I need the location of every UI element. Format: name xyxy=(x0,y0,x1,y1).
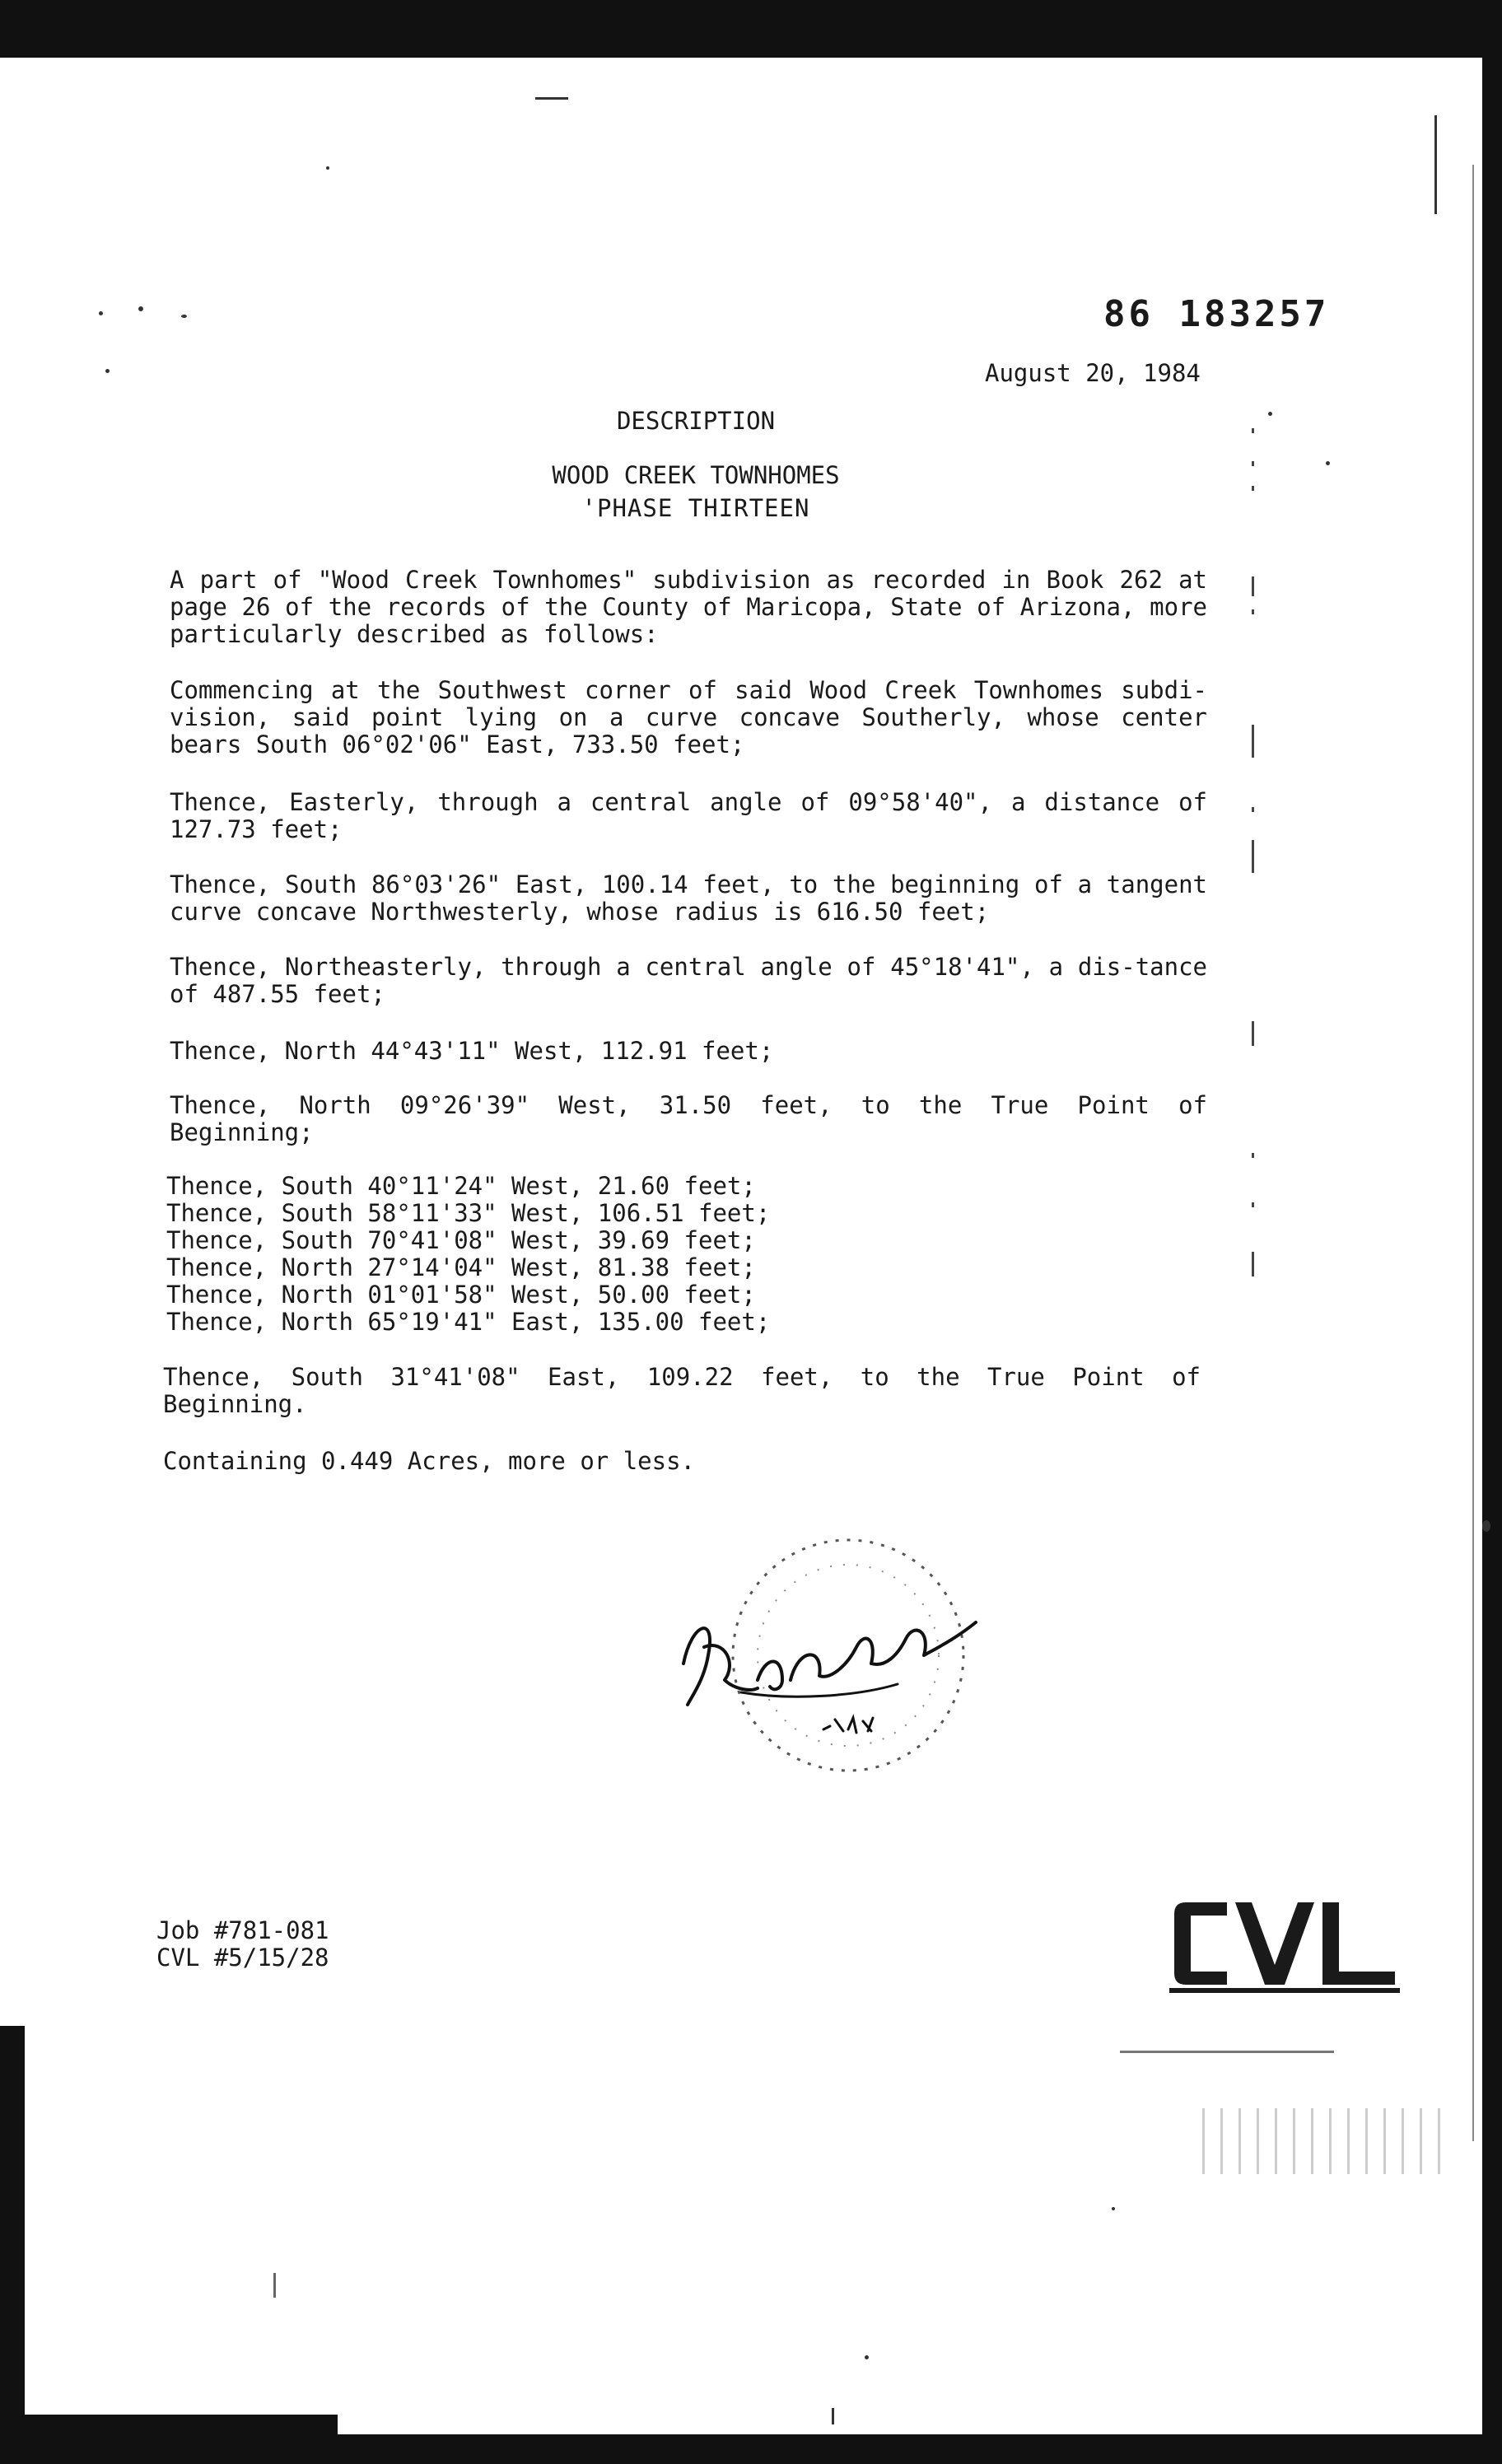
scan-speck xyxy=(832,2408,834,2424)
cvl-logo xyxy=(1169,1894,1400,1993)
commencing-paragraph: Commencing at the Southwest corner of said Wood Creek Townhomes subdi-vision, said point lying on a curve concave Southerly, whose center bears South 06°02'06" East, 733.50 feet; xyxy=(170,676,1207,758)
cvl-number: CVL #5/15/28 xyxy=(156,1944,329,1972)
scan-edge-top-inner xyxy=(0,58,1482,82)
bearing-line: Thence, North 27°14'04" West, 81.38 feet; xyxy=(166,1253,756,1281)
scan-speck xyxy=(1202,2108,1449,2174)
bearing-list xyxy=(166,1173,770,1336)
easterly-paragraph: Thence, Easterly, through a central angle of 09°58'40", a distance of 127.73 feet; xyxy=(170,788,1207,843)
scan-speck xyxy=(273,2273,276,2298)
intro-paragraph: A part of "Wood Creek Townhomes" subdivision as recorded in Book 262 at page 26 of the records of the County of Maricopa, State of Arizona, more particularly described as follows: xyxy=(170,566,1207,648)
south-31-paragraph: Thence, South 31°41'08" East, 109.22 feet, to the True Point of Beginning. xyxy=(163,1363,1201,1418)
scan-edge-bottom-left xyxy=(0,2415,338,2464)
surveyor-seal-signature xyxy=(659,1524,1005,1795)
scan-speck xyxy=(99,311,103,315)
scan-speck xyxy=(1120,2051,1334,2053)
scan-speck xyxy=(1434,115,1437,214)
scan-edge-right xyxy=(1482,0,1502,2464)
subdivision-title: WOOD CREEK TOWNHOMES xyxy=(552,461,840,489)
recording-number: 86 183257 xyxy=(1103,293,1330,335)
bearing-line: Thence, South 70°41'08" West, 39.69 feet; xyxy=(166,1226,756,1254)
document-date: August 20, 1984 xyxy=(985,359,1201,387)
south-86-paragraph: Thence, South 86°03'26" East, 100.14 feet, to the beginning of a tangent curve concave Northwesterly, whose radius is 616.50 feet; xyxy=(170,870,1207,926)
scan-edge-left xyxy=(0,2026,25,2464)
scan-speck xyxy=(105,369,110,373)
scan-speck xyxy=(865,2355,869,2359)
northeasterly-paragraph: Thence, Northeasterly, through a central angle of 45°18'41", a dis-tance of 487.55 feet; xyxy=(170,953,1207,1008)
scan-speck xyxy=(1112,2207,1115,2210)
job-number: Job #781-081 xyxy=(156,1916,329,1944)
north-44-paragraph: Thence, North 44°43'11" West, 112.91 feet; xyxy=(170,1037,774,1065)
phase-title: 'PHASE THIRTEEN xyxy=(581,494,810,522)
bearing-line: Thence, South 40°11'24" West, 21.60 feet; xyxy=(166,1172,756,1200)
document-heading: DESCRIPTION xyxy=(616,407,776,435)
margin-dot-column xyxy=(1250,428,1257,1334)
bearing-line: Thence, South 58°11'33" West, 106.51 feet; xyxy=(166,1199,771,1227)
bearing-line: Thence, North 01°01'58" West, 50.00 feet; xyxy=(166,1281,756,1309)
scan-speck xyxy=(326,166,329,170)
scan-speck xyxy=(138,306,143,311)
scan-speck xyxy=(1482,1520,1490,1532)
scan-speck xyxy=(1472,165,1474,2141)
bearing-line: Thence, North 65°19'41" East, 135.00 feet; xyxy=(166,1308,771,1336)
scan-speck xyxy=(535,97,568,100)
north-09-paragraph: Thence, North 09°26'39" West, 31.50 feet, to the True Point of Beginning; xyxy=(170,1091,1207,1146)
job-reference xyxy=(156,1917,329,1972)
containing-paragraph: Containing 0.449 Acres, more or less. xyxy=(163,1447,696,1475)
scan-speck xyxy=(181,315,187,318)
